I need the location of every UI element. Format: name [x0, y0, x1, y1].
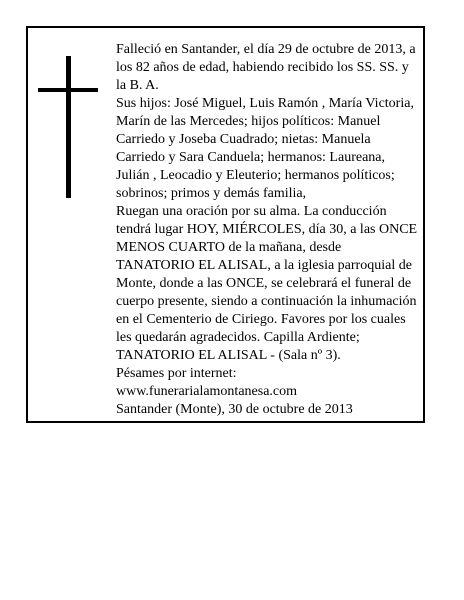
place-and-date: Santander (Monte), 30 de octubre de 2013	[116, 402, 353, 417]
obituary-notice	[26, 26, 425, 423]
notice-text	[116, 41, 420, 419]
condolences-website: Pésames por internet: www.funerarialamontanesa.com	[116, 366, 298, 399]
family-list: Sus hijos: José Miguel, Luis Ramón , María Victoria, Marín de las Mercedes; hijos políticos: Manuel Carriedo y Joseba Cuadrado; nietas: Manuela Carriedo y Sara Canduela; hermanos: Laureana, Julián , Leocadio y Eleuterio; hermanos políticos; sobrinos; primos y demás familia,	[116, 96, 414, 201]
cross-vertical-bar	[66, 56, 71, 198]
death-announcement: Falleció en Santander, el día 29 de octubre de 2013, a los 82 años de edad, habiendo recibido los SS. SS. y la B. A.	[116, 42, 416, 93]
cross-horizontal-bar	[38, 88, 98, 92]
funeral-details: Ruegan una oración por su alma. La conducción tendrá lugar HOY, MIÉRCOLES, día 30, a las ONCE MENOS CUARTO de la mañana, desde TANATORIO EL ALISAL, a la iglesia parroquial de Monte, donde a las ONCE, se celebrará el funeral de cuerpo presente, siendo a continuación la inhumación en el Cementerio de Ciriego. Favores por los cuales les quedarán agradecidos. Capilla Ardiente; TANATORIO EL ALISAL - (Sala nº 3).	[116, 204, 418, 363]
